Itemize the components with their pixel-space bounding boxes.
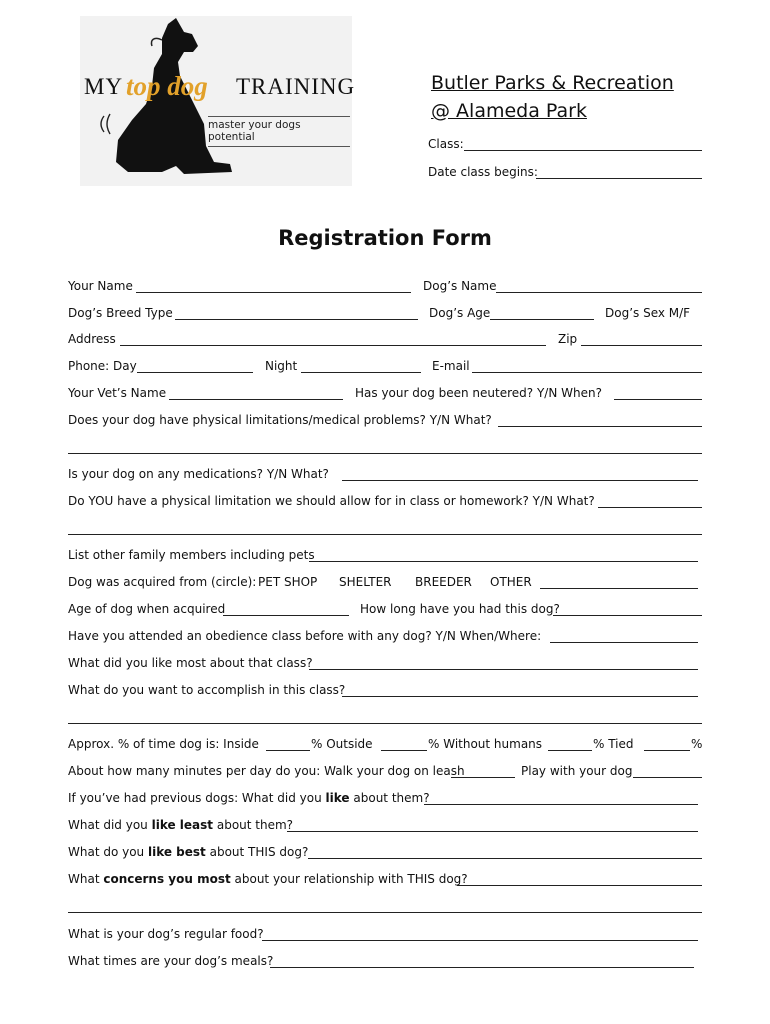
- like-best-field[interactable]: [308, 858, 702, 859]
- row-vet: Your Vet’s Name Has your dog been neutered? Y/N When?: [68, 386, 702, 406]
- dog-silhouette-icon: [80, 16, 352, 186]
- walk-minutes-field[interactable]: [451, 777, 515, 778]
- row-like-best: What do you like best about THIS dog?: [68, 845, 702, 865]
- option-breeder[interactable]: BREEDER: [415, 575, 472, 589]
- physical-what-field[interactable]: [498, 426, 702, 427]
- other-source-field[interactable]: [540, 588, 698, 589]
- venue-line-1: Butler Parks & Recreation: [431, 72, 674, 94]
- dogs-name-field[interactable]: [496, 292, 702, 293]
- inside-percent-field[interactable]: [266, 750, 310, 751]
- row-meals: What times are your dog’s meals?: [68, 954, 702, 974]
- row-address: Address Zip: [68, 332, 702, 352]
- family-members-field[interactable]: [309, 561, 698, 562]
- row-food: What is your dog’s regular food?: [68, 927, 702, 947]
- phone-day-field[interactable]: [137, 372, 253, 373]
- venue-line-2: @ Alameda Park: [431, 100, 587, 122]
- play-minutes-field[interactable]: [633, 777, 702, 778]
- row-concerns: What concerns you most about your relationship with THIS dog?: [68, 872, 702, 892]
- row-like-least: What did you like least about them?: [68, 818, 702, 838]
- logo: [80, 16, 356, 186]
- medications-what-field[interactable]: [342, 480, 698, 481]
- row-age-acquired: Age of dog when acquired How long have you had this dog?: [68, 602, 702, 622]
- row-liked-class: What did you like most about that class?: [68, 656, 702, 676]
- row-names: Your Name Dog’s Name: [68, 279, 702, 299]
- concerns-field[interactable]: [457, 885, 702, 886]
- breed-field[interactable]: [175, 319, 418, 320]
- concerns-extra-line[interactable]: [68, 912, 702, 913]
- row-accomplish: What do you want to accomplish in this class?: [68, 683, 702, 703]
- how-long-field[interactable]: [553, 615, 702, 616]
- option-other[interactable]: OTHER: [490, 575, 532, 589]
- vet-name-field[interactable]: [169, 399, 343, 400]
- obedience-when-where-field[interactable]: [550, 642, 698, 643]
- logo-my: MY: [84, 74, 124, 99]
- option-pet-shop[interactable]: PET SHOP: [258, 575, 318, 589]
- row-your-limitation: Do YOU have a physical limitation we should allow for in class or homework? Y/N What?: [68, 494, 702, 514]
- outside-percent-field[interactable]: [381, 750, 427, 751]
- logo-training: TRAINING: [236, 74, 356, 99]
- age-field[interactable]: [490, 319, 594, 320]
- logo-top-dog: top dog: [126, 71, 208, 101]
- like-least-field[interactable]: [287, 831, 698, 832]
- neutered-when-field[interactable]: [614, 399, 702, 400]
- row-breed: Dog’s Breed Type Dog’s Age Dog’s Sex M/F: [68, 306, 691, 320]
- accomplish-field[interactable]: [342, 696, 698, 697]
- regular-food-field[interactable]: [262, 940, 698, 941]
- liked-class-field[interactable]: [309, 669, 698, 670]
- tied-percent-field[interactable]: [644, 750, 690, 751]
- row-minutes: About how many minutes per day do you: Walk your dog on leash Play with your dog: [68, 764, 702, 784]
- accomplish-extra-line[interactable]: [68, 723, 702, 724]
- meal-times-field[interactable]: [270, 967, 694, 968]
- without-humans-percent-field[interactable]: [548, 750, 592, 751]
- row-acquired: Dog was acquired from (circle): PET SHOP SHELTER BREEDER OTHER: [68, 575, 702, 595]
- row-previous-dogs: If you’ve had previous dogs: What did you like about them?: [68, 791, 702, 811]
- date-class-begins-field[interactable]: Date class begins:: [428, 165, 538, 179]
- row-family: List other family members including pets: [68, 548, 702, 568]
- phone-night-field[interactable]: [301, 372, 421, 373]
- limitation-extra-line[interactable]: [68, 534, 702, 535]
- logo-tagline: master your dogs potential: [208, 116, 350, 147]
- zip-field[interactable]: [581, 345, 702, 346]
- class-field[interactable]: Class:: [428, 137, 464, 151]
- row-physical: Does your dog have physical limitations/medical problems? Y/N What?: [68, 413, 702, 433]
- option-shelter[interactable]: SHELTER: [339, 575, 392, 589]
- row-percent-time: Approx. % of time dog is: Inside % Outside % Without humans % Tied %: [68, 737, 703, 751]
- address-field[interactable]: [120, 345, 546, 346]
- age-acquired-field[interactable]: [223, 615, 349, 616]
- your-limitation-what-field[interactable]: [598, 507, 702, 508]
- email-field[interactable]: [472, 372, 702, 373]
- row-medications: Is your dog on any medications? Y/N What?: [68, 467, 702, 487]
- form-title: Registration Form: [278, 226, 492, 250]
- previous-liked-field[interactable]: [424, 804, 698, 805]
- row-obedience: Have you attended an obedience class before with any dog? Y/N When/Where:: [68, 629, 702, 649]
- your-name-field[interactable]: [136, 292, 411, 293]
- row-phone: Phone: Day Night E-mail: [68, 359, 702, 379]
- physical-extra-line[interactable]: [68, 453, 702, 454]
